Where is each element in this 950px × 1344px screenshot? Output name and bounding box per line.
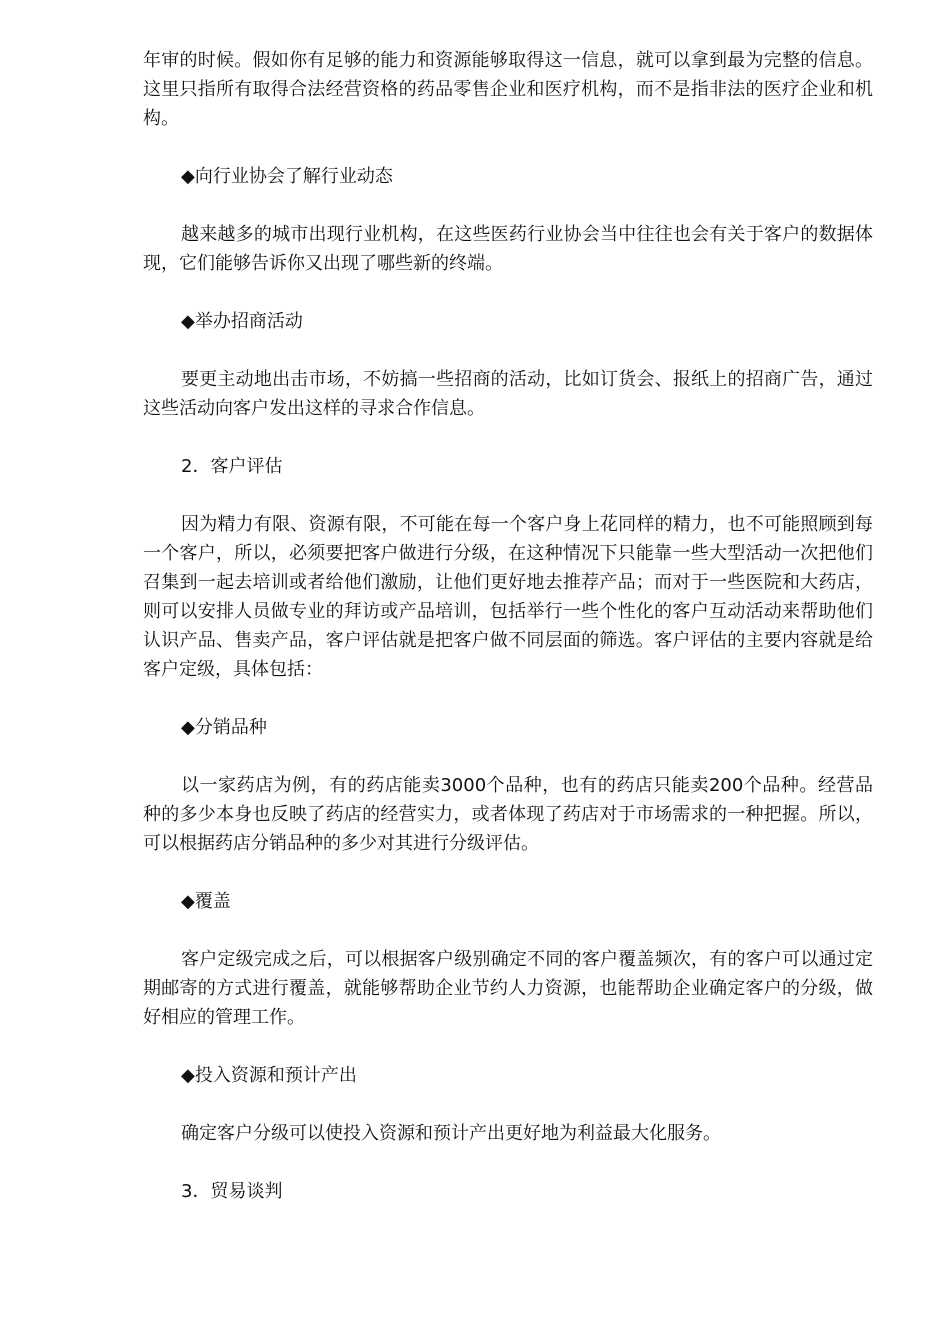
heading-industry-association: ◆向行业协会了解行业动态 bbox=[181, 166, 393, 187]
paragraph-annual-review: 年审的时候。假如你有足够的能力和资源能够取得这一信息，就可以拿到最为完整的信息。这里只指所有取得合法经营资格的药品零售企业和医疗机构，而不是指非法的医疗企业和机构。 bbox=[143, 50, 873, 129]
paragraph-resources-output: 确定客户分级可以使投入资源和预计产出更好地为利益最大化服务。 bbox=[181, 1123, 721, 1144]
heading-investment-activity: ◆举办招商活动 bbox=[181, 311, 303, 332]
heading-resources-output: ◆投入资源和预计产出 bbox=[181, 1065, 357, 1086]
paragraph-distribution-varieties: 以一家药店为例，有的药店能卖3000个品种，也有的药店只能卖200个品种。经营品种的多少本身也反映了药店的经营实力，或者体现了药店对于市场需求的一种把握。所以，可以根据药店分销品种的多少对其进行分级评估。 bbox=[143, 775, 873, 854]
paragraph-customer-evaluation: 因为精力有限、资源有限，不可能在每一个客户身上花同样的精力，也不可能照顾到每一个客户，所以，必须要把客户做进行分级，在这种情况下只能靠一些大型活动一次把他们召集到一起去培训或者给他们激励，让他们更好地去推荐产品；而对于一些医院和大药店，则可以安排人员做专业的拜访或产品培训，包括举行一些个性化的客户互动活动来帮助他们认识产品、售卖产品，客户评估就是把客户做不同层面的筛选。客户评估的主要内容就是给客户定级，具体包括： bbox=[143, 514, 873, 680]
paragraph-investment-activity: 要更主动地出击市场，不妨搞一些招商的活动，比如订货会、报纸上的招商广告，通过这些活动向客户发出这样的寻求合作信息。 bbox=[143, 369, 873, 419]
heading-coverage: ◆覆盖 bbox=[181, 891, 231, 912]
heading-trade-negotiation: 3．贸易谈判 bbox=[181, 1181, 283, 1202]
heading-distribution-varieties: ◆分销品种 bbox=[181, 717, 267, 738]
document-page bbox=[143, 46, 873, 1235]
paragraph-coverage: 客户定级完成之后，可以根据客户级别确定不同的客户覆盖频次，有的客户可以通过定期邮寄的方式进行覆盖，就能够帮助企业节约人力资源，也能帮助企业确定客户的分级，做好相应的管理工作。 bbox=[143, 949, 873, 1028]
paragraph-industry-association: 越来越多的城市出现行业机构，在这些医药行业协会当中往往也会有关于客户的数据体现，它们能够告诉你又出现了哪些新的终端。 bbox=[143, 224, 873, 274]
heading-customer-evaluation: 2．客户评估 bbox=[181, 456, 283, 477]
